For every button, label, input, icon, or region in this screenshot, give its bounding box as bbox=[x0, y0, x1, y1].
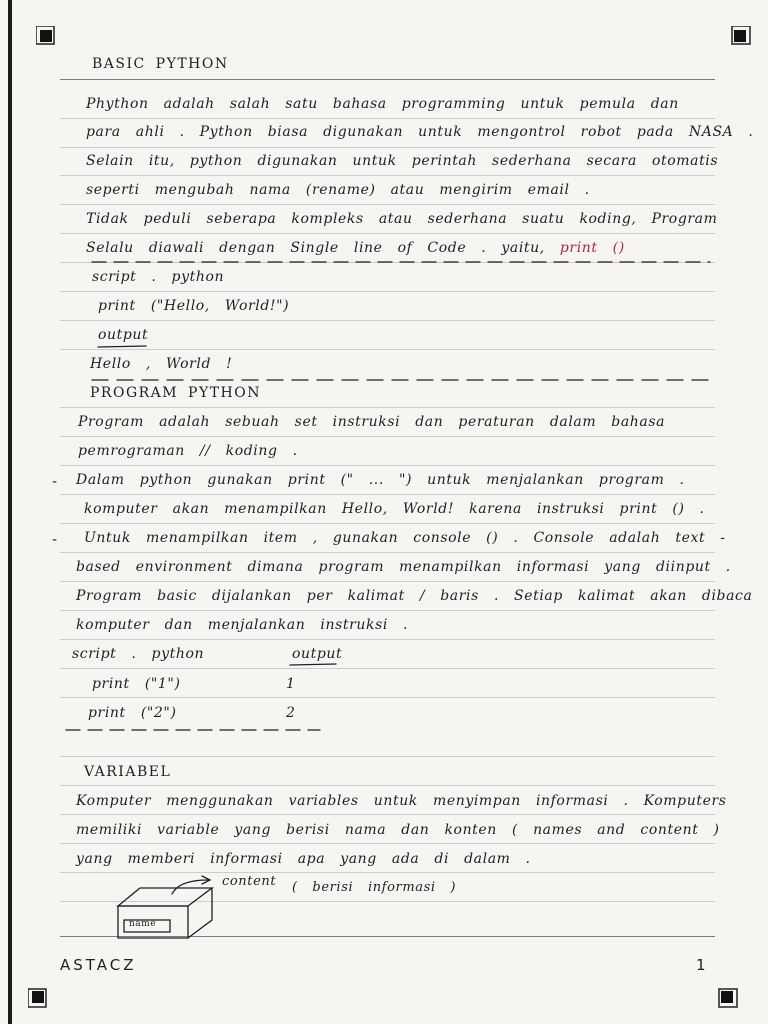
paragraph-line: Selain itu, python digunakan untuk perintah sederhana secara otomatis bbox=[86, 153, 719, 169]
bullet-dash: - bbox=[52, 474, 58, 490]
bullet-line: Program basic dijalankan per kalimat / baris . Setiap kalimat akan dibaca bbox=[76, 588, 753, 604]
output-value: Hello , World ! bbox=[90, 356, 233, 372]
table-header-script: script . python bbox=[72, 646, 205, 662]
bullet-line: Dalam python gunakan print (" ... ") untuk menjalankan program . bbox=[76, 472, 685, 488]
heading-variabel: VARIABEL bbox=[84, 764, 172, 780]
paragraph-line bbox=[86, 240, 625, 256]
script-code: print ("Hello, World!") bbox=[98, 298, 290, 314]
bullet-line: komputer akan menampilkan Hello, World! karena instruksi print () . bbox=[84, 501, 705, 517]
diagram-content-note: ( berisi informasi ) bbox=[292, 880, 457, 895]
print-function-highlight: print () bbox=[559, 240, 625, 256]
bullet-line: Untuk menampilkan item , gunakan console () . Console adalah text - bbox=[84, 530, 726, 546]
paragraph-line: seperti mengubah nama (rename) atau mengirim email . bbox=[86, 182, 590, 198]
diagram-name-label: name bbox=[129, 919, 157, 929]
page-number: 1 bbox=[696, 956, 706, 974]
table-cell-output: 1 bbox=[286, 676, 296, 692]
table-cell-code: print ("2") bbox=[88, 705, 177, 721]
paragraph-line: memiliki variable yang berisi nama dan konten ( names and content ) bbox=[76, 822, 720, 838]
table-cell-output: 2 bbox=[286, 705, 296, 721]
diagram-content-label: content bbox=[222, 874, 277, 889]
table-cell-code: print ("1") bbox=[92, 676, 181, 692]
output-label: output bbox=[98, 327, 149, 343]
bullet-line: komputer dan menjalankan instruksi . bbox=[76, 617, 409, 633]
paragraph-line: Program adalah sebuah set instruksi dan peraturan dalam bahasa bbox=[78, 414, 666, 430]
paragraph-line: para ahli . Python biasa digunakan untuk mengontrol robot pada NASA . bbox=[86, 124, 754, 140]
bullet-line: based environment dimana program menampilkan informasi yang diinput . bbox=[76, 559, 731, 575]
heading-program-python: PROGRAM PYTHON bbox=[90, 385, 261, 401]
paragraph-line: yang memberi informasi apa yang ada di dalam . bbox=[76, 851, 531, 867]
paragraph-line: Phython adalah salah satu bahasa programming untuk pemula dan bbox=[86, 96, 679, 112]
paragraph-line: pemrograman // koding . bbox=[78, 443, 298, 459]
script-label: script . python bbox=[92, 269, 225, 285]
bullet-dash: - bbox=[52, 532, 58, 548]
heading-basic-python: BASIC PYTHON bbox=[92, 56, 229, 72]
paragraph-line-text: Selalu diawali dengan Single line of Code . yaitu, bbox=[86, 240, 545, 256]
paragraph-line: Komputer menggunakan variables untuk menyimpan informasi . Komputers bbox=[76, 793, 727, 809]
paragraph-line: Tidak peduli seberapa kompleks atau sederhana suatu koding, Program bbox=[86, 211, 718, 227]
footer-brand: ASTACZ bbox=[60, 956, 137, 974]
table-header-output: output bbox=[292, 646, 343, 662]
